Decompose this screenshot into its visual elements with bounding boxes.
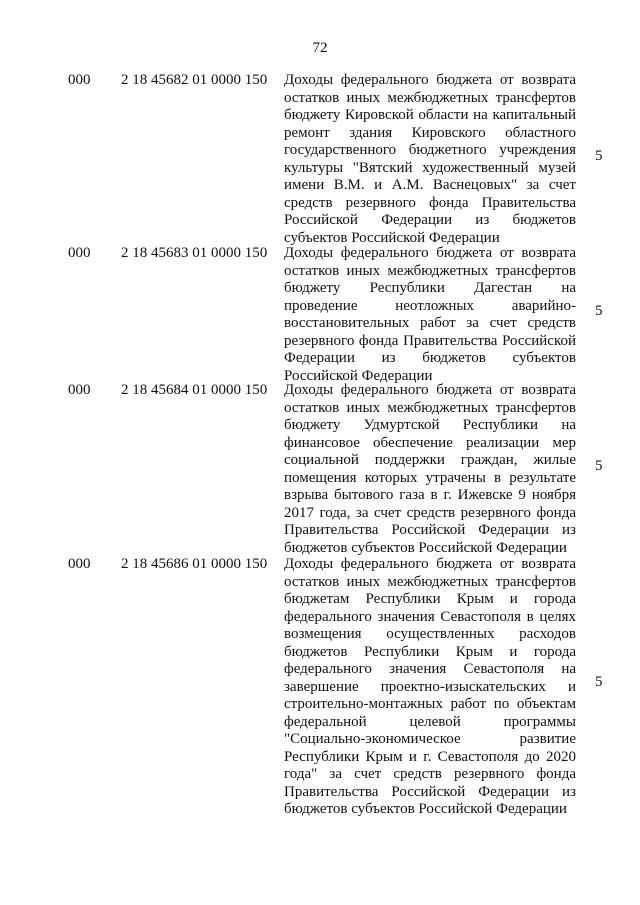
row-description	[284, 72, 576, 247]
admin-code: 000	[68, 245, 91, 261]
description-line: остатков иных межбюджетных трансфертов	[284, 262, 576, 279]
description-line: Доходы федерального бюджета от возврата	[284, 556, 576, 572]
description-line: федеральной целевой программы	[284, 713, 576, 730]
description-line: социальной поддержки граждан, жилые	[284, 452, 576, 468]
description-line: Федерации из бюджетов субъектов	[284, 350, 576, 366]
amount: 5	[595, 674, 603, 690]
admin-code: 000	[68, 72, 91, 88]
description-line: Правительства Российской Федерации из	[284, 783, 576, 800]
description-line: финансовое обеспечение реализации мер	[284, 434, 576, 451]
amount: 5	[595, 303, 603, 319]
description-line: возмещения осуществленных расходов	[284, 626, 576, 642]
description-line: Правительства Российской Федерации из	[284, 522, 576, 538]
kbk-code: 2 18 45683 01 0000 150	[121, 245, 268, 261]
description-line: остатков иных межбюджетных трансфертов	[284, 399, 576, 416]
description-line: бюджетов субъектов Российской Федерации	[284, 801, 567, 817]
description-line: Российской Федерации	[284, 367, 433, 384]
description-line: федерального значения Севастополя в целях	[284, 608, 576, 625]
description-line: проведение неотложных аварийно-	[284, 297, 576, 314]
row-description	[284, 245, 576, 385]
description-line: субъектов Российской Федерации	[284, 229, 500, 246]
page-number: 72	[312, 40, 328, 56]
description-line: Республики Крым и г. Севастополя до 2020	[284, 748, 576, 765]
description-line: резервного фонда Правительства Российской	[284, 332, 576, 349]
description-line: остатков иных межбюджетных трансфертов	[284, 89, 576, 106]
description-line: бюджету Республики Дагестан на	[284, 280, 576, 296]
description-line: бюджетов субъектов Российской Федерации	[284, 539, 567, 556]
description-line: взрыва бытового газа в г. Ижевске 9 ноября	[284, 487, 576, 503]
admin-code: 000	[68, 556, 91, 572]
description-line: помещения которых утрачены в результате	[284, 469, 576, 486]
description-line: бюджетов Республики Крым и города	[284, 643, 576, 660]
description-line: федерального значения Севастополя на	[284, 661, 576, 677]
description-line: средств резервного фонда Правительства	[284, 194, 576, 211]
row-description	[284, 382, 576, 557]
description-line: восстановительных работ за счет средств	[284, 315, 576, 331]
description-line: Российской Федерации из бюджетов	[284, 212, 576, 228]
amount: 5	[595, 148, 603, 164]
description-line: Доходы федерального бюджета от возврата	[284, 245, 576, 261]
description-line: "Социально-экономическое развитие	[284, 731, 576, 747]
kbk-code: 2 18 45682 01 0000 150	[121, 72, 268, 88]
description-line: Доходы федерального бюджета от возврата	[284, 382, 576, 398]
kbk-code: 2 18 45684 01 0000 150	[121, 382, 268, 398]
description-line: ремонт здания Кировского областного	[284, 124, 576, 141]
description-line: года" за счет средств резервного фонда	[284, 766, 576, 782]
description-line: имени В.М. и А.М. Васнецовых" за счет	[284, 177, 576, 193]
row-description	[284, 556, 576, 819]
description-line: бюджету Удмуртской Республики на	[284, 417, 576, 433]
description-line: бюджетам Республики Крым и города	[284, 591, 576, 607]
description-line: строительно-монтажных работ по объектам	[284, 696, 576, 712]
admin-code: 000	[68, 382, 91, 398]
description-line: остатков иных межбюджетных трансфертов	[284, 573, 576, 590]
description-line: бюджету Кировской области на капитальный	[284, 107, 576, 123]
description-line: Доходы федерального бюджета от возврата	[284, 72, 576, 88]
description-line: 2017 года, за счет средств резервного фонда	[284, 504, 576, 521]
kbk-code: 2 18 45686 01 0000 150	[121, 556, 268, 572]
amount: 5	[595, 458, 603, 474]
description-line: государственного бюджетного учреждения	[284, 142, 576, 158]
description-line: завершение проектно-изыскательских и	[284, 678, 576, 695]
description-line: культуры "Вятский художественный музей	[284, 159, 576, 176]
